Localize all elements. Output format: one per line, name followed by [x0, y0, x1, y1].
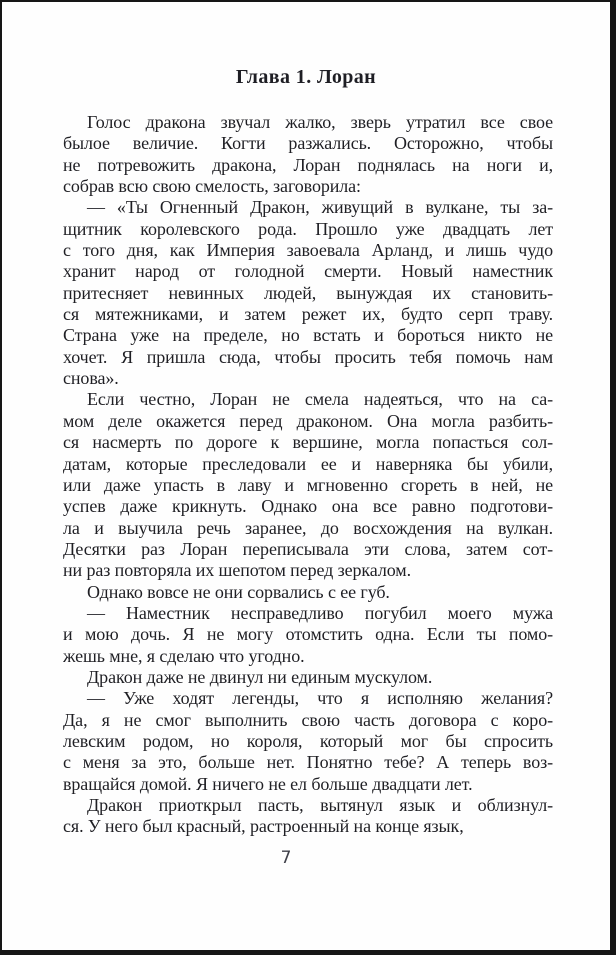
text-line: собрав всю свою смелость, заговорила:	[63, 176, 361, 197]
text-line: жешь мне, я сделаю что угодно.	[63, 645, 305, 666]
text-line: хочет. Я пришла сюда, чтобы просить тебя помочь нам	[63, 346, 553, 367]
paragraph	[63, 667, 553, 688]
text-line: — Уже ходят легенды, что я исполняю желания?	[87, 688, 553, 709]
text-line: Дракон даже не двинул ни единым мускулом.	[87, 666, 433, 687]
page-number: 7	[280, 848, 292, 868]
paragraph	[63, 688, 553, 795]
chapter-heading: Глава 1. Лоран	[235, 66, 377, 88]
book-page	[2, 2, 610, 950]
text-line: левским родом, но короля, который мог бы спросить	[63, 730, 553, 751]
text-line: Голос дракона звучал жалко, зверь утратил все свое	[87, 112, 553, 132]
text-line: — Наместник несправедливо погубил моего мужа	[87, 602, 553, 623]
text-line: не потревожить дракона, Лоран поднялась на ноги и,	[63, 154, 553, 175]
text-line: Однако вовсе не они сорвались с ее губ.	[87, 581, 390, 602]
text-line: снова».	[63, 368, 119, 389]
text-line: или даже упасть в лаву и мгновенно сгореть в ней, не	[63, 474, 553, 495]
text-line: — «Ты Огненный Дракон, живущий в вулкане, ты за-	[87, 197, 553, 218]
text-line: Дракон приоткрыл пасть, вытянул язык и облизнул-	[87, 795, 553, 815]
text-line: былое величие. Когти разжались. Осторожно, чтобы	[63, 133, 553, 154]
text-line: щитник королевского рода. Прошло уже двадцать лет	[63, 218, 553, 239]
paragraph	[63, 112, 553, 197]
text-line: хранит народ от голодной смерти. Новый наместник	[63, 261, 553, 282]
text-line: ся мятежниками, и затем режет их, будто серп траву.	[63, 304, 553, 325]
text-line: Страна уже на пределе, но встать и бороться никто не	[63, 325, 553, 346]
paragraph	[63, 582, 553, 603]
text-line: вращайся домой. Я ничего не ел больше двадцати лет.	[63, 773, 473, 794]
text-line: успев даже крикнуть. Однако она все равно подготови-	[63, 496, 553, 517]
text-line: с меня за это, больше нет. Понятно тебе? А теперь воз-	[63, 752, 553, 773]
paragraph	[63, 389, 553, 581]
text-line: ся. У него был красный, растроенный на конце язык,	[63, 816, 464, 837]
text-line: и мою дочь. Я не могу отомстить одна. Если ты помо-	[63, 624, 553, 645]
text-line: Да, я не смог выполнить свою часть договора с коро-	[63, 709, 553, 730]
text-line: притесняет невинных людей, вынуждая их становить-	[63, 282, 553, 303]
paragraph	[63, 603, 553, 667]
text-line: ся насмерть по дороге к вершине, могла попасться сол-	[63, 432, 553, 453]
text-line: ла и выучила речь заранее, до восхождения на вулкан.	[63, 517, 553, 538]
text-line: Если честно, Лоран не смела надеяться, что на са-	[87, 389, 553, 410]
text-line: с того дня, как Империя завоевала Арланд, и лишь чудо	[63, 240, 553, 261]
text-line: ни раз повторяла их шепотом перед зеркалом.	[63, 560, 411, 581]
paragraph	[63, 197, 553, 389]
text-line: датам, которые преследовали ее и наверняка бы убили,	[63, 453, 553, 474]
body-text	[63, 112, 553, 838]
text-line: мом деле окажется перед драконом. Она могла разбить-	[63, 410, 553, 431]
paragraph	[63, 795, 553, 838]
text-line: Десятки раз Лоран переписывала эти слова, затем сот-	[63, 538, 553, 559]
